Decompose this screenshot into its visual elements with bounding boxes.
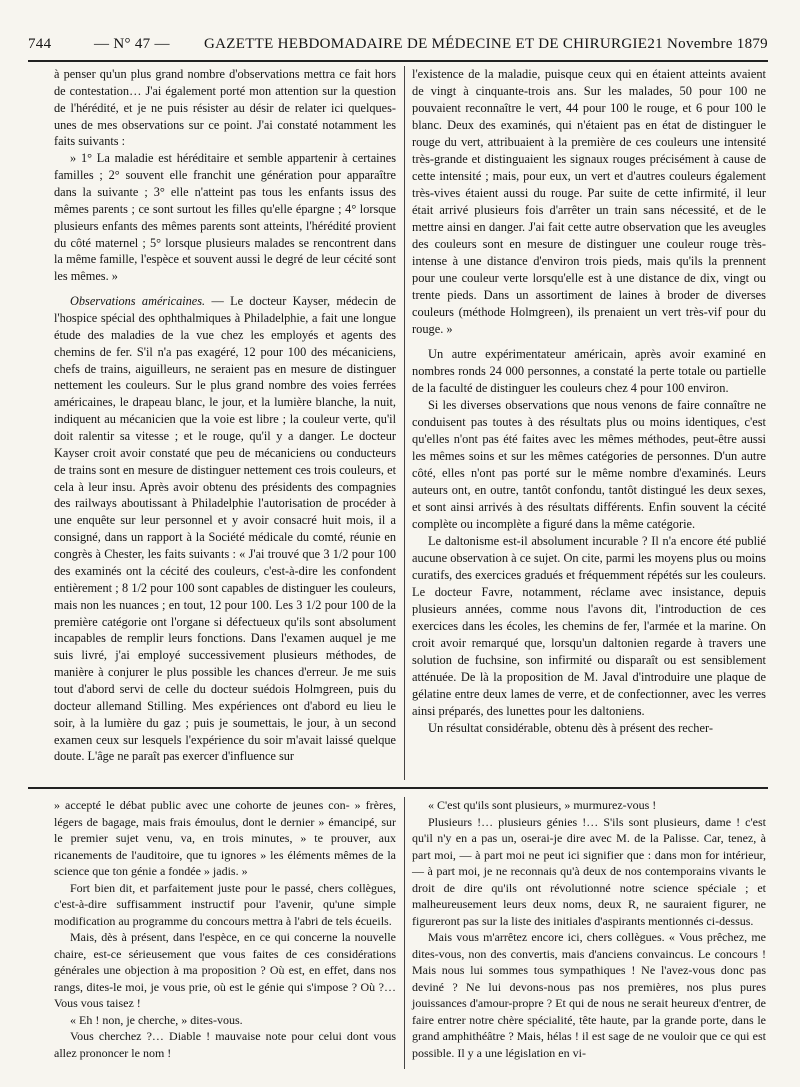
paragraph: » accepté le débat public avec une cohorte de jeunes con- » frères, légers de bagage, mais frais émoulus, dont le dernier » émancipé, sur le premier sujet venu, va, en trois minutes, » te prouver, aux ricanements de l'auditoire, que tu ignores » les éléments mêmes de la science que ton génie a fondée » jadis. » (54, 798, 396, 878)
right-column (412, 66, 766, 737)
column-divider (404, 66, 405, 780)
paragraph: à penser qu'un plus grand nombre d'observations mettra ce fait hors de contestation… J'ai également porté mon attention sur la question de l'hérédité, et je ne puis résister au désir de relater ici quelques-unes de mes observations sur ce point. J'ai constaté notamment les faits suivants : (54, 67, 396, 149)
paragraph: Vous cherchez ?… Diable ! mauvaise note pour celui dont vous allez prononcer le nom ! (54, 1029, 396, 1060)
paragraph: Un autre expérimentateur américain, après avoir examiné en nombres ronds 24 000 personnes, a constaté la perte totale ou partielle de la faculté de distinguer les couleurs chez 4 pour 100 environ. (412, 347, 766, 395)
page-number: 744 (28, 36, 52, 52)
left-column (54, 66, 396, 765)
issue-date: 21 Novembre 1879 (647, 36, 768, 52)
header-rule (28, 60, 768, 62)
paragraph: « Eh ! non, je cherche, » dites-vous. (70, 1012, 243, 1027)
paragraph: Un résultat considérable, obtenu dès à présent des recher- (428, 721, 713, 735)
issue-number: — N° 47 — (94, 36, 170, 52)
paragraph: Plusieurs !… plusieurs génies !… S'ils sont plusieurs, dame ! c'est qu'il n'y en a pas un, oserai-je dire avec M. de la Palisse. Car, tenez, à part moi, — à part moi ne peut ici signifier que : dans mon for intérieur, — à part moi, je ne reconnais qu'à deux de nos contemporains vivants le droit de dire qu'ils ont révolutionné notre science spéciale ; et malheureusement leurs deux noms, deux R, ne sauraient figurer, ne figureront pas sur la liste des initiales d'aspirants mentionnés ci-dessus. (412, 814, 766, 928)
feuilleton-left (54, 797, 396, 1061)
paragraph: Mais vous m'arrêtez encore ici, chers collègues. « Vous prêchez, me dites-vous, non des convertis, mais d'anciens convaincus. Le concours ! Mais nous lui sommes tous sympathiques ! Ne l'avez-vous donc pas deviné ? Ne lui devons-nous pas nos premières, nos plus pures jouissances d'amour-propre ? Et qui de nous ne serait heureux d'entrer, de faire entrer notre chère spécialité, tête haute, par la grande porte, dans le grand amphithéâtre ? Mais, hélas ! il est sage de ne vouloir que ce qui est possible. Il y a une législation en vi- (412, 930, 766, 1060)
paragraph: Le daltonisme est-il absolument incurable ? Il n'a encore été publié aucune observation à ce sujet. On cite, parmi les moyens plus ou moins curatifs, des exercices gradués et fréquemment répétés sur les couleurs. Le docteur Favre, notamment, réclame avec insistance, depuis plusieurs années, comme nous l'avons dit, l'introduction de ces exercices dans les écoles, les chemins de fer, l'armée et la marine. On croit avoir remarqué que, lorsqu'un daltonien regarde à travers une solution de fuchsine, son infirmité ou disparaît ou est sensiblement atténuée. De là la proposition de M. Javal d'introduire une plaque de gélatine entre deux lames de verre, et de confectionner, avec les verres ainsi préparés, des lunettes pour les daltoniens. (412, 534, 766, 718)
section-title: Observations américaines. (70, 294, 206, 309)
paragraph: l'existence de la maladie, puisque ceux qui en étaient atteints avaient de vingt à cinquante-trois ans. Sur les malades, 50 pour 100 ne pouvaient reconnaître le vert, 44 pour 100 le rouge, et 6 pour 100 le blanc. Deux des examinés, qui n'étaient pas en état de distinguer le rouge du vert, attribuaient à la première de ces couleurs une intensité très-grande et distinguaient les signaux rouges précisément à cause de cette intensité ; mais, pour eux, un vert et d'autres couleurs également très-vives étaient aussi du rouge. Par suite de cette infirmité, il leur était arrivé plusieurs fois d'arrêter un train sans nécessité, et de le mettre ainsi en danger. J'ai fait cette autre observation que les aveugles des couleurs sont en mesure de distinguer une couleur rouge très-intense à une distance d'environ trois pieds, mais qu'ils la prennent pour une couleur verte lorsqu'elle est à une distance de dix, vingt ou trente pieds. Dans un assortiment de laines à broder de diverses couleurs (méthode Holmgreen), ils prenaient un vert très-vif pour du rouge. » (412, 67, 766, 336)
paragraph: Mais, dès à présent, dans l'espèce, en ce qui concerne la nouvelle chaire, est-ce sérieusement que vous faites de ces considérations générales une objection à ma proposition ? Où est, en effet, dans nos rangs, dites-le moi, je vous prie, où est le génie qui s'impose ? Où ?… Vous vous taisez ! (54, 930, 396, 1010)
paragraph: » 1° La maladie est héréditaire et semble appartenir à certaines familles ; 2° souvent elle franchit une génération pour apparaître dans la suivante ; 3° elle n'atteint pas tous les enfants issus des mêmes parents ; ce sont surtout les filles qu'elle épargne ; 4° lorsque plusieurs enfants des mêmes parents sont atteints, l'hérédité provient du côté maternel ; 5° lorsque plusieurs malades se rencontrent dans la même famille, l'espèce et souvent aussi le degré de leur cécité sont les mêmes. » (54, 151, 396, 284)
feuilleton-separator (28, 787, 768, 789)
paragraph: « C'est qu'ils sont plusieurs, » murmurez-vous ! (428, 798, 657, 812)
paragraph: Observations américaines. — Le docteur Kayser, médecin de l'hospice spécial des ophthalmiques à Philadelphie, a fait une longue étude des maladies de la vue chez les employés et agents des chemins de fer. S'il n'a pas exagéré, 12 pour 100 des mécaniciens, chefs de trains, aiguilleurs, ne seraient pas en mesure de distinguer nettement les couleurs. Sur le plus grand nombre des voies ferrées américaines, le drapeau blanc, le jour, et la lumière blanche, la nuit, indiquent au mécanicien que la voie est libre ; la couleur verte, qu'il doit ralentir sa vitesse ; et le rouge, qu'il y a danger. Le docteur Kayser croit avoir constaté que peu de mécaniciens ou conducteurs de trains sont en mesure de distinguer nettement ces trois couleurs, et cela à leur insu. Après avoir obtenu des présidents des compagnies des railways aboutissant à Philadelphie l'autorisation de procéder à une enquête sur leur personnel et y avoir consacré huit mois, il a consigné, dans un rapport à la Société médicale du comté, réunie en congrès à Chester, les faits suivants : « J'ai trouvé que 3 1/2 pour 100 des examinés ont la cécité des couleurs, c'est-à-dire les confondent entièrement ; 8 1/2 pour 100 sont capables de distinguer les couleurs, mais non les nuances ; en tout, 12 pour 100. Les 3 1/2 pour 100 de la première catégorie ont l'organe si défectueux qu'ils sont absolument incapables de remplir leurs fonctions. Dans l'examen auquel je me suis livré, j'ai employé successivement plusieurs méthodes, de manière à conjurer le plus possible les chances d'erreur. Je me suis tout d'abord servi de celle du docteur suédois Holmgreen, puis du docteur allemand Stilling. Mes expériences ont d'abord eu lieu le soir, à la lumière du gaz ; puis je soumettais, le jour, à un second examen ceux sur lesquels l'expérience du soir m'avait laissé quelque doute. L'âge ne paraît pas exercer d'influence sur (54, 294, 396, 764)
feuilleton-right (412, 797, 766, 1061)
feuilleton-divider (404, 797, 405, 1069)
paragraph: Fort bien dit, et parfaitement juste pour le passé, chers collègues, c'est-à-dire suffisamment instructif pour l'avenir, qu'une simple modification au programme du concours mettra à l'abri de tels écueils. (54, 880, 396, 928)
page-header (28, 36, 768, 58)
journal-title: GAZETTE HEBDOMADAIRE DE MÉDECINE ET DE CHIRURGIE (204, 36, 648, 52)
paragraph: Si les diverses observations que nous venons de faire connaître ne conduisent pas toutes à des résultats plus ou moins identiques, c'est qu'elles n'ont pas été faites avec les mêmes méthodes, peut-être aussi les mêmes soins et sur les mêmes catégories de personnes. D'un autre côté, elles n'ont pas porté sur le même nombre d'examinés. Leurs auteurs ont, en outre, tantôt confondu, tantôt distingué les deux sexes, et sont ainsi arrivés à des résultats différents. Enfin souvent la cécité complète ou incomplète a figuré dans la même catégorie. (412, 398, 766, 531)
